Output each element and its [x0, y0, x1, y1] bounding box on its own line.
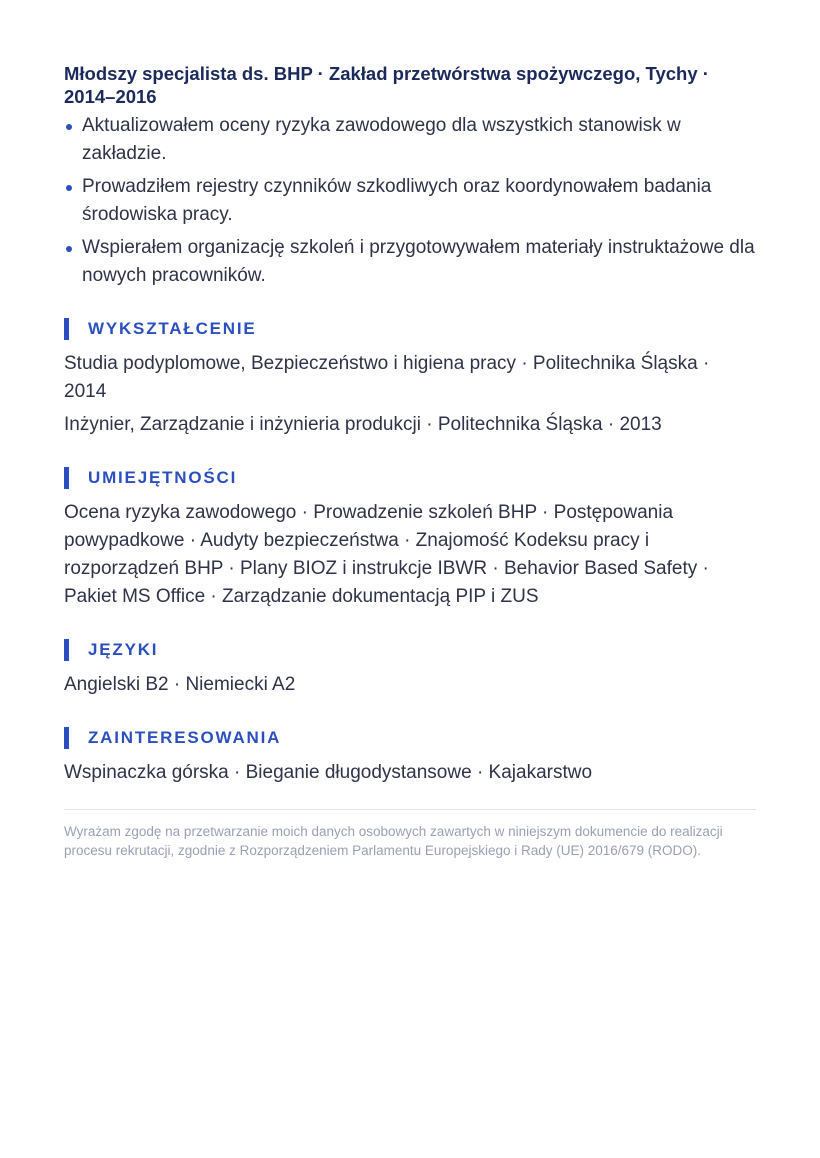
education-section	[64, 318, 756, 439]
list-item	[64, 112, 756, 168]
languages-section	[64, 639, 756, 699]
list-item	[64, 173, 756, 229]
bullet-text: Prowadziłem rejestry czynników szkodliwych oraz koordynowałem badania środowiska pracy.	[82, 176, 712, 225]
gdpr-consent-clause: Wyrażam zgodę na przetwarzanie moich danych osobowych zawartych w niniejszym dokumencie do realizacji procesu rekrutacji, zgodnie z Rozporządzeniem Parlamentu Europejskiego i Rady (UE) 2016/679 (RODO).	[64, 824, 723, 858]
section-accent-bar	[64, 727, 69, 749]
interests-section	[64, 727, 756, 787]
resume-page	[64, 62, 756, 860]
section-accent-bar	[64, 318, 69, 340]
skills-text: Ocena ryzyka zawodowego · Prowadzenie szkoleń BHP · Postępowania powypadkowe · Audyty bezpieczeństwa · Znajomość Kodeksu pracy i rozporządzeń BHP · Plany BIOZ i instrukcje IBWR · Behavior Based Safety · Pakiet MS Office · Zarządzanie dokumentacją PIP i ZUS	[64, 502, 709, 607]
section-accent-bar	[64, 467, 69, 489]
section-title: WYKSZTAŁCENIE	[88, 319, 257, 338]
bullet-dot-icon	[66, 246, 72, 252]
list-item	[64, 234, 756, 290]
section-heading	[64, 318, 756, 340]
section-accent-bar	[64, 639, 69, 661]
section-title: JĘZYKI	[88, 640, 159, 659]
bullet-text: Aktualizowałem oceny ryzyka zawodowego dla wszystkich stanowisk w zakładzie.	[82, 115, 681, 164]
section-heading	[64, 467, 756, 489]
bullet-dot-icon	[66, 124, 72, 130]
divider	[64, 809, 756, 810]
interests-text: Wspinaczka górska · Bieganie długodystansowe · Kajakarstwo	[64, 762, 593, 783]
education-entry: Studia podyplomowe, Bezpieczeństwo i higiena pracy · Politechnika Śląska · 2014	[64, 353, 710, 402]
skills-section	[64, 467, 756, 611]
bullet-dot-icon	[66, 185, 72, 191]
experience-bullets	[64, 112, 756, 290]
section-heading	[64, 727, 756, 749]
languages-text: Angielski B2 · Niemiecki A2	[64, 674, 296, 695]
experience-entry	[64, 62, 756, 290]
bullet-text: Wspierałem organizację szkoleń i przygotowywałem materiały instruktażowe dla nowych pracowników.	[82, 237, 755, 286]
section-heading	[64, 639, 756, 661]
job-title: Młodszy specjalista ds. BHP · Zakład przetwórstwa spożywczego, Tychy · 2014–2016	[64, 63, 709, 107]
section-title: UMIEJĘTNOŚCI	[88, 468, 238, 487]
section-title: ZAINTERESOWANIA	[88, 728, 282, 747]
education-entry: Inżynier, Zarządzanie i inżynieria produkcji · Politechnika Śląska · 2013	[64, 414, 662, 435]
